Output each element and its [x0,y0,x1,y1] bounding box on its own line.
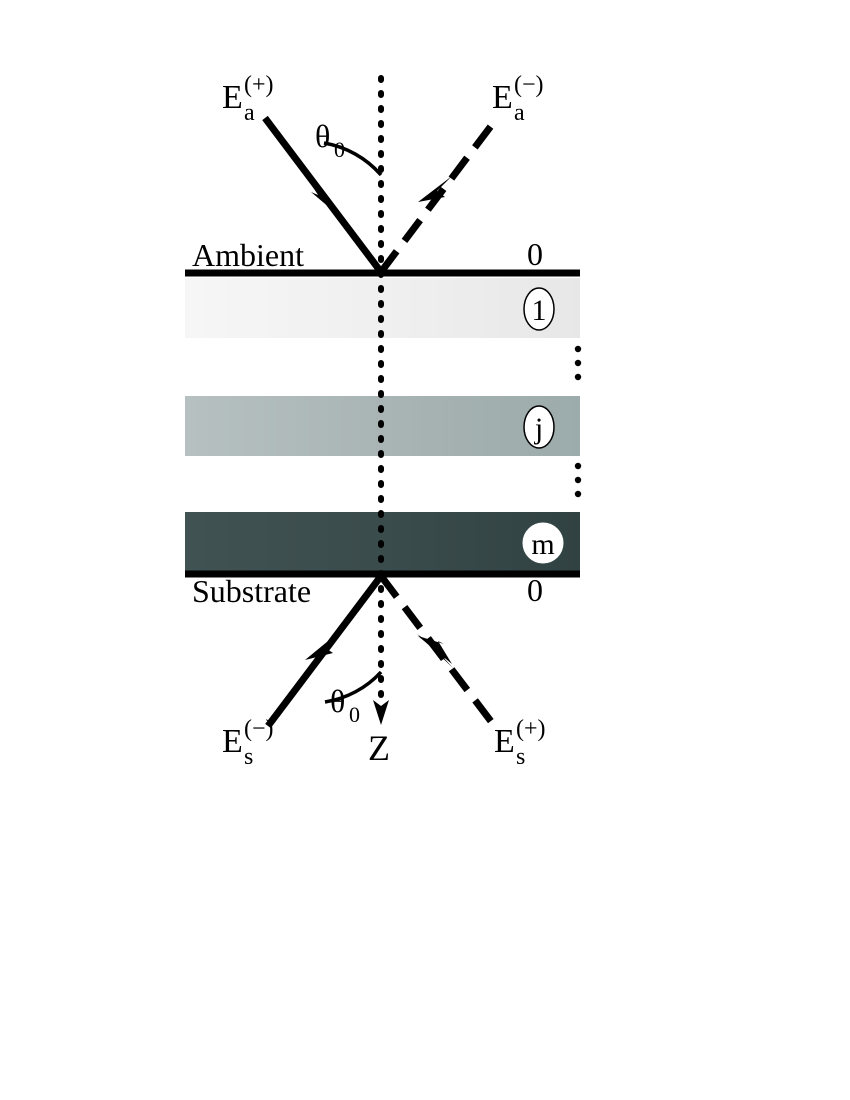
substrate-down-field-subscript: s [516,744,526,770]
ellipsis-lower-dot-3 [575,491,581,497]
incident-field-subscript: a [244,100,255,126]
incident-field-superscript: (+) [244,72,274,98]
ellipsis-upper-dot-3 [575,374,581,380]
z-axis-arrowhead [373,700,389,725]
interface-bottom-index-label: 0 [527,572,543,608]
reflected-field-base: E [492,79,513,116]
layer-1-label: 1 [531,294,547,327]
substrate-up-field-label [222,716,274,770]
ellipsis-lower-dot-1 [575,463,581,469]
angle-top-subscript: 0 [334,137,345,162]
angle-label-bottom [330,683,360,727]
z-axis-label: Z [368,728,390,768]
substrate-down-field-superscript: (+) [516,716,546,742]
substrate-up-field-base: E [222,723,243,760]
incident-field-base: E [222,79,243,116]
reflected-field-subscript: a [514,100,525,126]
substrate-up-field-subscript: s [244,744,254,770]
layer-m-label: m [531,528,555,561]
reflected-field-label [492,72,544,126]
layer-j-label: j [534,412,544,445]
angle-top-base: θ [315,118,331,154]
angle-bottom-subscript: 0 [349,702,360,727]
substrate-down-beam-arrowhead-fill [417,634,453,668]
substrate-down-field-label [494,716,546,770]
substrate-label: Substrate [192,573,312,609]
reflected-field-superscript: (−) [514,72,544,98]
substrate-up-field-superscript: (−) [244,716,274,742]
angle-bottom-base: θ [330,683,346,719]
ellipsis-lower-dot-2 [575,477,581,483]
angle-label-top [315,118,345,162]
interface-top-index-label: 0 [527,236,543,272]
ellipsis-upper-dot-1 [575,346,581,352]
angle-arc-top [324,143,381,175]
substrate-down-field-base: E [494,723,515,760]
reflected-beam-arrowhead [418,176,452,202]
ellipsis-upper-dot-2 [575,360,581,366]
ambient-label: Ambient [192,237,304,273]
